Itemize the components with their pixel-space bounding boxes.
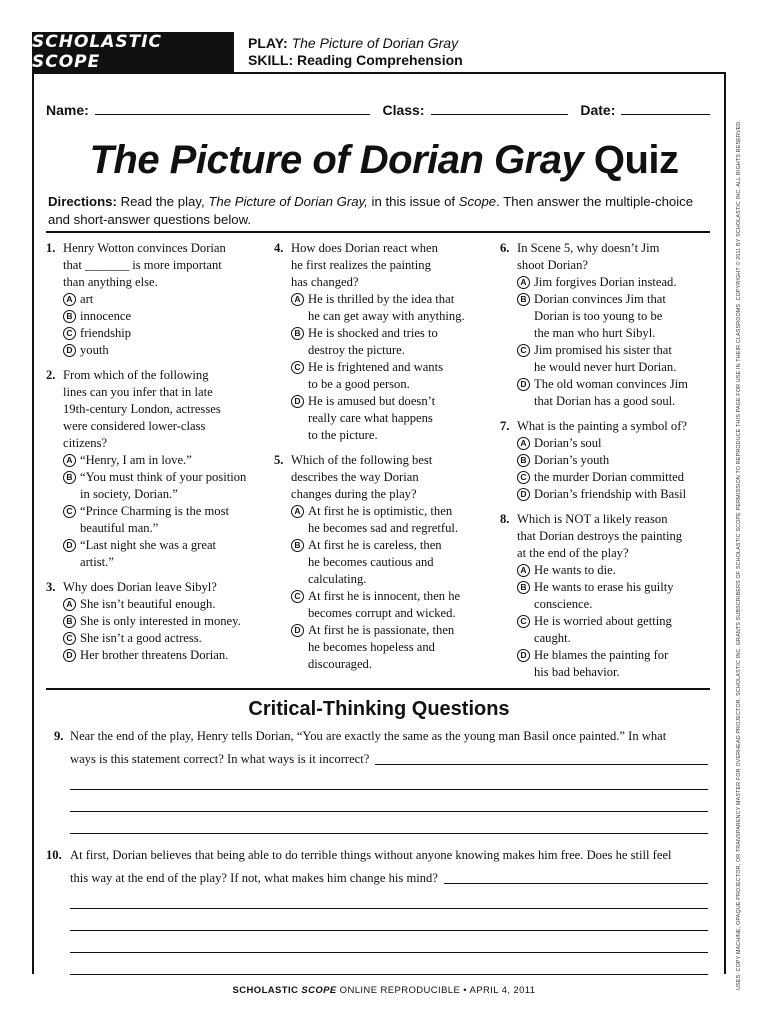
- option-a[interactable]: [517, 562, 710, 579]
- option-a[interactable]: [63, 291, 266, 308]
- option-circle: C: [291, 590, 304, 603]
- option-a[interactable]: [63, 596, 266, 613]
- option-b[interactable]: [291, 537, 489, 588]
- option-a[interactable]: [291, 291, 489, 325]
- answer-line[interactable]: [70, 811, 708, 812]
- option-d[interactable]: [517, 647, 710, 681]
- option-d[interactable]: [517, 486, 710, 503]
- option-circle: D: [517, 649, 530, 662]
- option-circle: B: [517, 454, 530, 467]
- brand-logo: SCHOLASTIC SCOPE: [32, 32, 234, 72]
- option-text: Dorian’s youth: [534, 453, 610, 467]
- answer-line[interactable]: [70, 833, 708, 834]
- option-circle: D: [291, 395, 304, 408]
- option-circle: C: [63, 327, 76, 340]
- footer-text: ONLINE REPRODUCIBLE • APRIL 4, 2011: [339, 985, 536, 996]
- option-c[interactable]: [517, 342, 710, 376]
- class-label: Class:: [382, 102, 425, 118]
- option-text: He wants to die.: [534, 563, 616, 577]
- option-text: He is worried about getting caught.: [534, 614, 672, 645]
- title-italic: The Picture of Dorian Gray: [89, 138, 584, 182]
- option-circle: C: [517, 344, 530, 357]
- option-circle: C: [63, 632, 76, 645]
- option-circle: A: [63, 454, 76, 467]
- option-text: The old woman convinces Jim that Dorian has a good soul.: [534, 377, 688, 408]
- option-text: She isn’t a good actress.: [80, 631, 202, 645]
- question-number: 6.: [500, 241, 510, 255]
- question-text: What is the painting a symbol of?: [517, 419, 687, 433]
- option-text: He is shocked and tries to destroy the picture.: [308, 326, 438, 357]
- option-text: He is thrilled by the idea that he can get away with anything.: [308, 292, 465, 323]
- question-6: [500, 240, 710, 410]
- option-circle: C: [291, 361, 304, 374]
- option-text: He wants to erase his guilty conscience.: [534, 580, 674, 611]
- date-field[interactable]: [621, 101, 710, 115]
- question-5: [274, 452, 489, 673]
- option-circle: D: [63, 649, 76, 662]
- answer-line[interactable]: [70, 789, 708, 790]
- answer-line[interactable]: [70, 930, 708, 931]
- option-text: Jim forgives Dorian instead.: [534, 275, 677, 289]
- directions-text: in this issue of: [371, 194, 456, 209]
- option-circle: A: [63, 598, 76, 611]
- option-circle: B: [517, 293, 530, 306]
- date-label: Date:: [580, 102, 616, 118]
- question-7: [500, 418, 710, 503]
- answer-line[interactable]: [444, 883, 708, 884]
- option-circle: B: [291, 539, 304, 552]
- option-text: Dorian’s soul: [534, 436, 602, 450]
- option-circle: D: [517, 378, 530, 391]
- critical-thinking-title: Critical-Thinking Questions: [248, 698, 510, 720]
- play-label: PLAY:: [248, 35, 288, 51]
- copyright-sidebar: USES: COPY MACHINE, OPAQUE PROJECTOR, OR TRANSPARENCY MASTER FOR OVERHEAD PROJECTOR. SCHOLASTIC INC. GRANTS SUBSCRIBERS OF SCHOLASTIC SCOPE PERMISSION TO REPRODUCE THIS PAGE FOR USE IN THEIR CLASSROOMS. COPYRIGHT © 2011 BY SCHOLASTIC INC. ALL RIGHTS RESERVED.: [736, 119, 742, 990]
- option-circle: C: [517, 615, 530, 628]
- option-circle: C: [517, 471, 530, 484]
- section-divider: [46, 688, 710, 690]
- directions-label: Directions:: [48, 194, 117, 209]
- option-circle: A: [63, 293, 76, 306]
- option-text: “Last night she was a great artist.”: [80, 538, 217, 569]
- option-circle: D: [291, 624, 304, 637]
- column-2: [274, 240, 489, 681]
- option-text: Dorian convinces Jim that Dorian is too young to be the man who hurt Sibyl.: [534, 292, 666, 340]
- play-skill-block: [248, 35, 463, 69]
- question-text: Henry Wotton convinces Dorian that _______ is more important than anything else.: [63, 241, 226, 289]
- option-d[interactable]: [63, 647, 266, 664]
- question-number: 7.: [500, 419, 510, 433]
- option-c[interactable]: [63, 325, 266, 342]
- option-text: At first he is innocent, then he becomes corrupt and wicked.: [308, 589, 461, 620]
- option-text: Jim promised his sister that he would never hurt Dorian.: [534, 343, 677, 374]
- option-circle: B: [63, 615, 76, 628]
- question-10: [46, 847, 708, 975]
- directions-magazine: Scope: [458, 194, 497, 209]
- option-a[interactable]: [517, 274, 710, 291]
- question-text: Why does Dorian leave Sibyl?: [63, 580, 217, 594]
- option-c[interactable]: [517, 469, 710, 486]
- top-rule: [46, 231, 710, 233]
- option-circle: A: [291, 505, 304, 518]
- name-field[interactable]: [95, 101, 371, 115]
- skill-value: Reading Comprehension: [297, 52, 463, 68]
- option-b[interactable]: [517, 291, 710, 342]
- page-title: [0, 138, 768, 183]
- question-text: Which is NOT a likely reason that Dorian destroys the painting at the end of the play?: [517, 512, 683, 560]
- option-c[interactable]: [291, 588, 489, 622]
- option-b[interactable]: [63, 308, 266, 325]
- option-b[interactable]: [63, 469, 266, 503]
- answer-line[interactable]: [70, 974, 708, 975]
- option-circle: D: [63, 539, 76, 552]
- option-d[interactable]: [63, 537, 266, 571]
- option-text: He blames the painting for his bad behavior.: [534, 648, 669, 679]
- question-3: [46, 579, 266, 664]
- option-text: She is only interested in money.: [80, 614, 241, 628]
- title-rest: Quiz: [593, 138, 679, 182]
- option-b[interactable]: [517, 452, 710, 469]
- option-circle: B: [291, 327, 304, 340]
- option-text: He is amused but doesn’t really care what happens to the picture.: [308, 394, 436, 442]
- question-text: this way at the end of the play? If not, what makes him change his mind?: [70, 871, 438, 885]
- option-circle: C: [63, 505, 76, 518]
- option-c[interactable]: [291, 359, 489, 393]
- footer-scope: SCOPE: [301, 985, 337, 996]
- name-label: Name:: [46, 102, 89, 118]
- option-text: art: [80, 292, 94, 306]
- question-text: From which of the following lines can you infer that in late 19th-century London, actresses were considered lower-class citizens?: [63, 368, 221, 450]
- column-1: [46, 240, 266, 672]
- option-d[interactable]: [63, 342, 266, 359]
- option-circle: D: [63, 344, 76, 357]
- option-text: Dorian’s friendship with Basil: [534, 487, 687, 501]
- option-circle: A: [517, 564, 530, 577]
- option-c[interactable]: [63, 630, 266, 647]
- option-circle: A: [517, 276, 530, 289]
- directions-book: The Picture of Dorian Gray,: [208, 194, 368, 209]
- question-1: [46, 240, 266, 359]
- option-a[interactable]: [63, 452, 266, 469]
- question-number: 4.: [274, 241, 284, 255]
- question-number: 8.: [500, 512, 510, 526]
- question-text: ways is this statement correct? In what ways is it incorrect?: [70, 752, 370, 766]
- option-circle: A: [517, 437, 530, 450]
- question-9: [54, 728, 708, 834]
- option-circle: A: [291, 293, 304, 306]
- page-footer: [0, 985, 768, 996]
- question-text: Near the end of the play, Henry tells Dorian, “You are exactly the same as the young man Basil once painted.” In what: [70, 729, 667, 743]
- option-text: “Henry, I am in love.”: [80, 453, 192, 467]
- option-b[interactable]: [291, 325, 489, 359]
- option-text: “Prince Charming is the most beautiful man.”: [80, 504, 230, 535]
- option-circle: B: [517, 581, 530, 594]
- option-circle: B: [63, 310, 76, 323]
- option-d[interactable]: [291, 622, 489, 673]
- answer-line[interactable]: [70, 908, 708, 909]
- option-b[interactable]: [517, 579, 710, 613]
- footer-brand: SCHOLASTIC: [232, 985, 299, 996]
- question-number: 9.: [54, 729, 64, 743]
- option-circle: D: [517, 488, 530, 501]
- question-number: 3.: [46, 580, 56, 594]
- option-text: At first he is careless, then he becomes cautious and calculating.: [308, 538, 442, 586]
- directions: [48, 193, 710, 229]
- question-8: [500, 511, 710, 681]
- option-text: At first he is passionate, then he becomes hopeless and discouraged.: [308, 623, 455, 671]
- option-a[interactable]: [291, 503, 489, 537]
- option-text: She isn’t beautiful enough.: [80, 597, 216, 611]
- question-text: Which of the following best describes the way Dorian changes during the play?: [291, 453, 433, 501]
- option-d[interactable]: [517, 376, 710, 410]
- option-text: He is frightened and wants to be a good person.: [308, 360, 443, 391]
- question-text: How does Dorian react when he first realizes the painting has changed?: [291, 241, 438, 289]
- option-text: At first he is optimistic, then he becomes sad and regretful.: [308, 504, 459, 535]
- option-text: friendship: [80, 326, 132, 340]
- option-text: youth: [80, 343, 109, 357]
- question-4: [274, 240, 489, 444]
- question-number: 1.: [46, 241, 56, 255]
- directions-text: Read the play,: [120, 194, 205, 209]
- option-c[interactable]: [517, 613, 710, 647]
- question-text: In Scene 5, why doesn’t Jim shoot Dorian?: [517, 241, 660, 272]
- answer-line[interactable]: [375, 764, 708, 765]
- class-field[interactable]: [431, 101, 569, 115]
- option-b[interactable]: [63, 613, 266, 630]
- option-text: innocence: [80, 309, 132, 323]
- option-c[interactable]: [63, 503, 266, 537]
- option-d[interactable]: [291, 393, 489, 444]
- question-number: 5.: [274, 453, 284, 467]
- column-3: [500, 240, 710, 689]
- question-number: 2.: [46, 368, 56, 382]
- student-info-row: [46, 101, 710, 118]
- option-text: “You must think of your position in society, Dorian.”: [80, 470, 247, 501]
- option-circle: B: [63, 471, 76, 484]
- option-text: Her brother threatens Dorian.: [80, 648, 229, 662]
- question-text: At first, Dorian believes that being able to do terrible things without anyone knowing makes him free. Does he still feel: [70, 848, 672, 862]
- option-a[interactable]: [517, 435, 710, 452]
- skill-label: SKILL:: [248, 52, 294, 68]
- directions-text: . Then answer the multiple-choice and short-answer questions below.: [48, 194, 694, 227]
- answer-line[interactable]: [70, 952, 708, 953]
- question-2: [46, 367, 266, 571]
- question-number: 10.: [46, 848, 62, 862]
- option-text: the murder Dorian committed: [534, 470, 685, 484]
- play-value: The Picture of Dorian Gray: [291, 35, 459, 51]
